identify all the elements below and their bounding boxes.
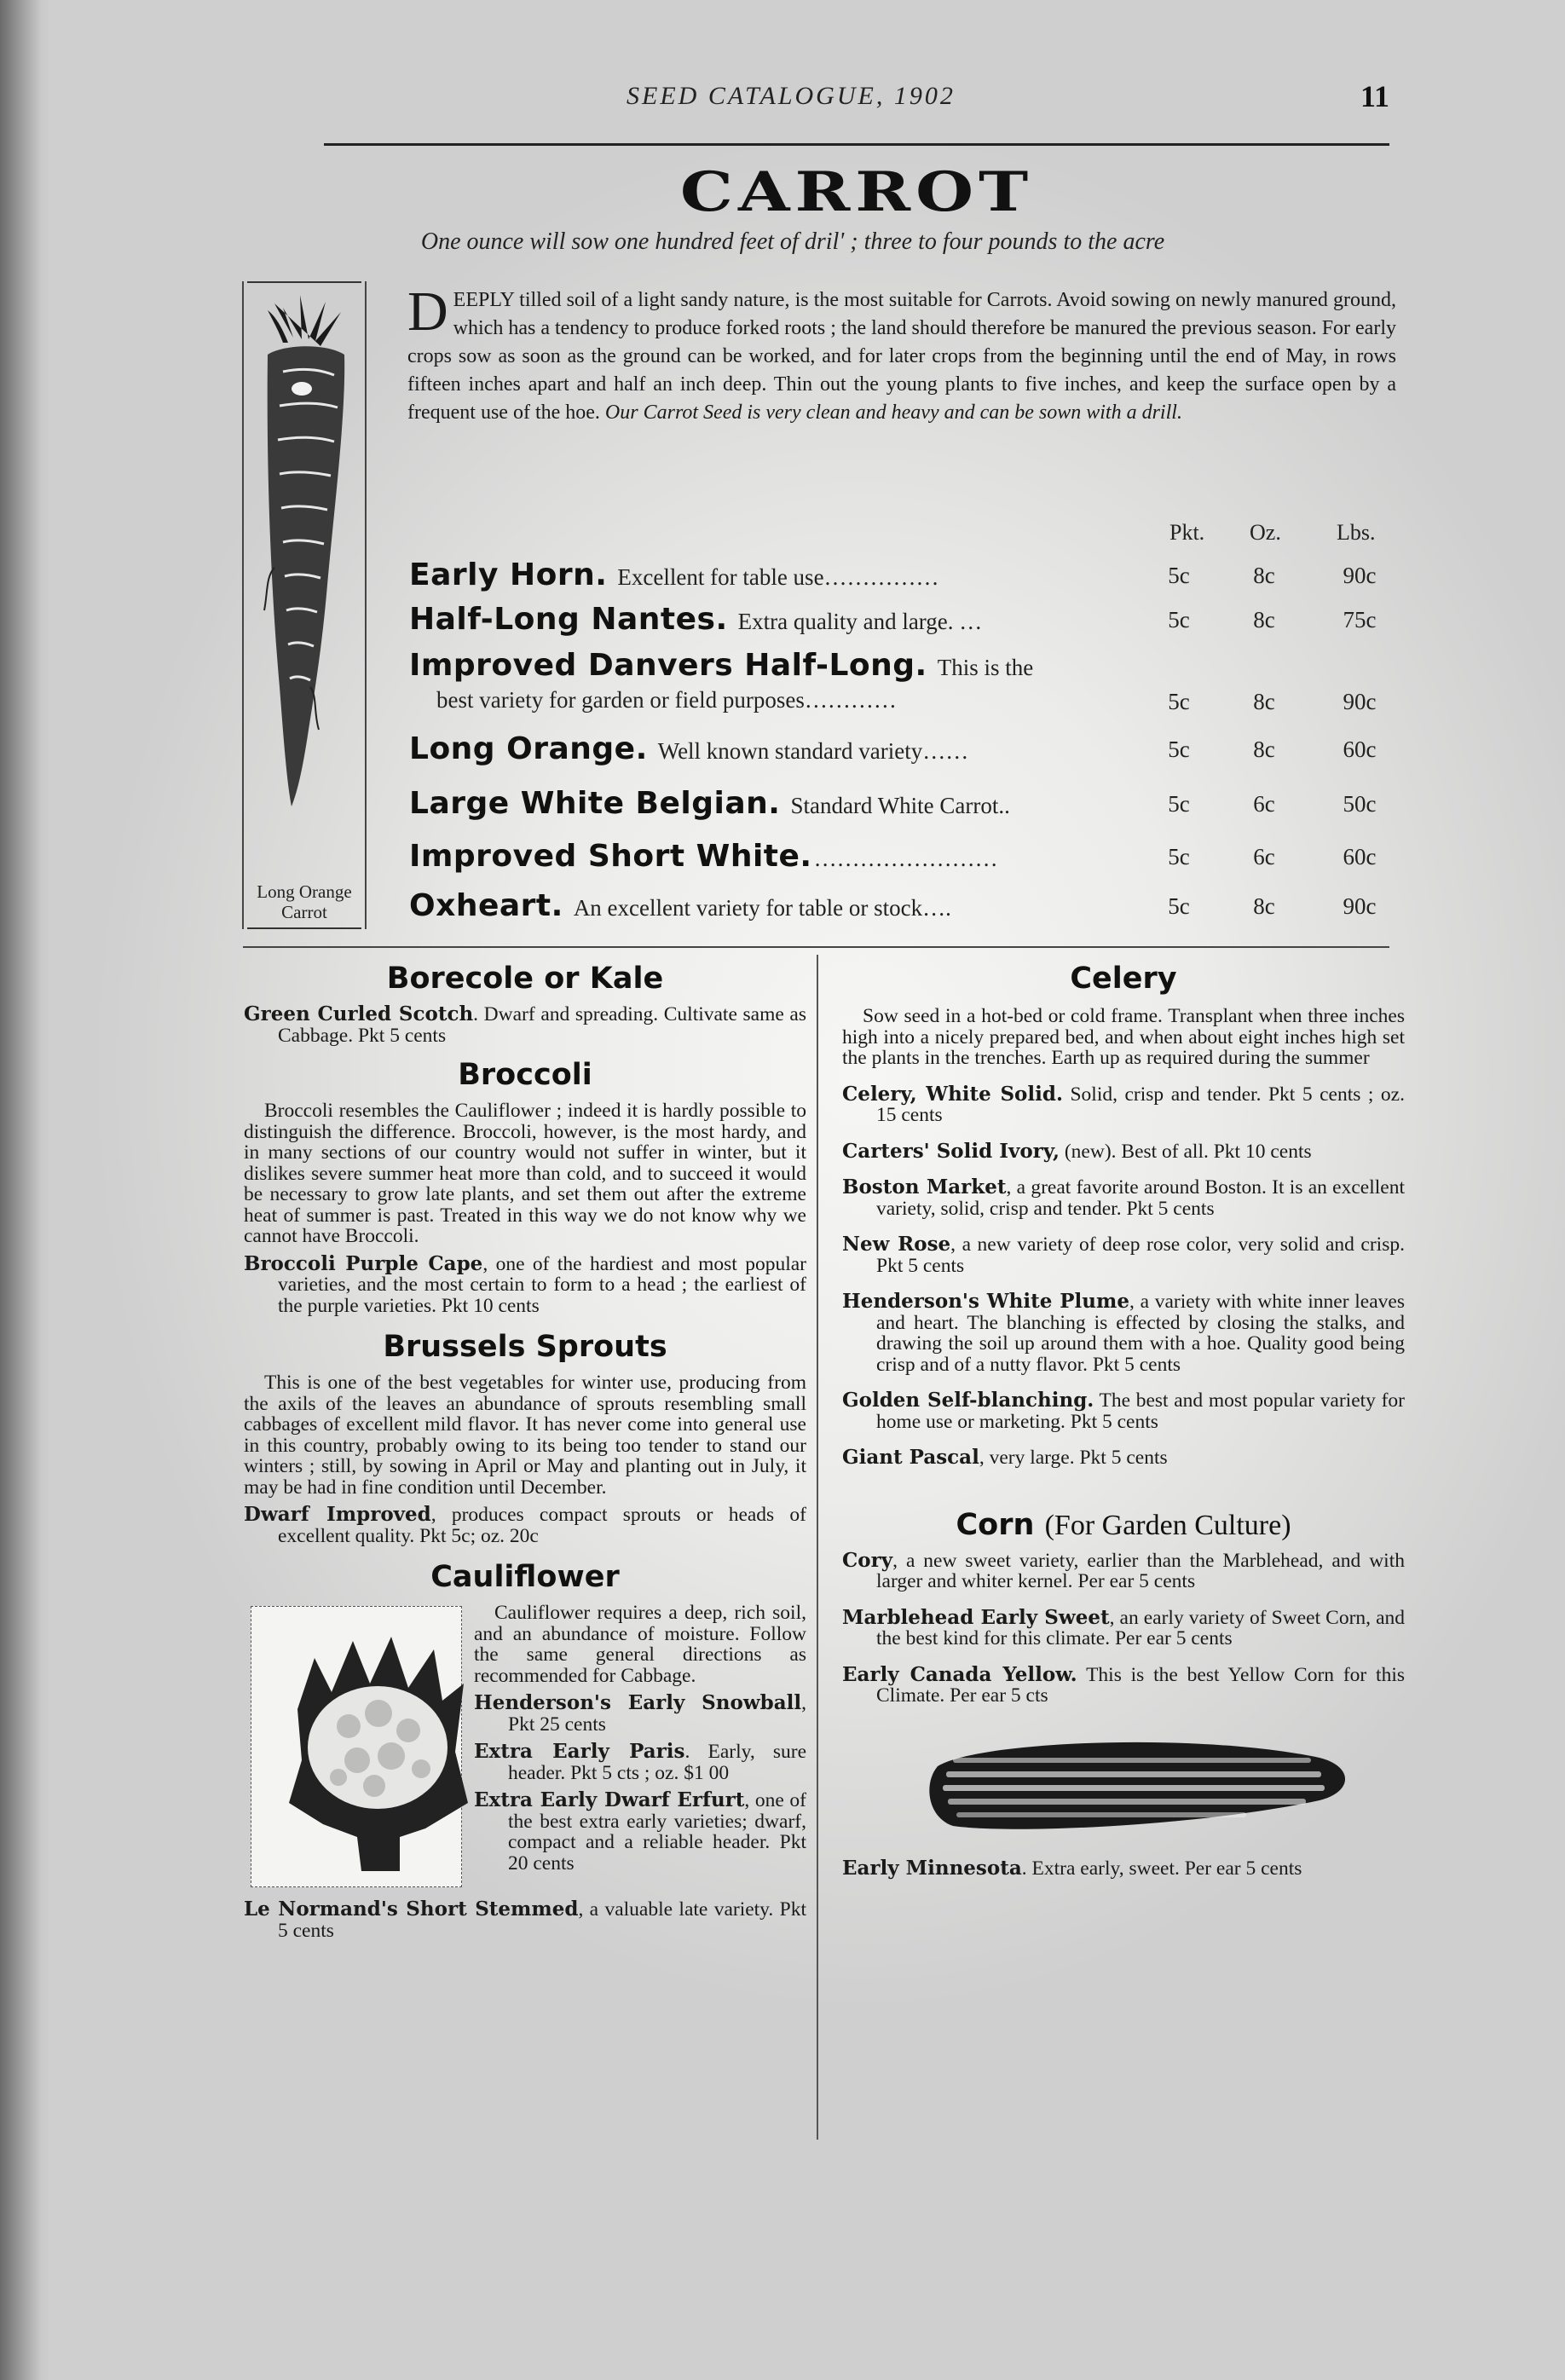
section-title-celery: Celery — [1070, 962, 1177, 996]
caption-line-2: Carrot — [281, 902, 327, 922]
item-text: , an early variety of Sweet Corn, and the best kind for this climate. Per ear 5 cents — [876, 1606, 1405, 1649]
price-lbs: 90c — [1343, 563, 1377, 588]
list-item — [474, 1742, 806, 1783]
cauliflower-block — [244, 1603, 806, 1941]
item-text: , a new sweet variety, earlier than the Marblehead, and with larger and whiter kernel. Per ear 5 cents — [876, 1549, 1405, 1592]
price-oz: 8c — [1253, 689, 1275, 714]
price-lbs: 60c — [1343, 737, 1377, 762]
carrot-subtitle: One ounce will sow one hundred feet of dril' ; three to four pounds to the acre — [420, 228, 1165, 255]
section-title-kale: Borecole or Kale — [386, 962, 664, 996]
carrot-illustration — [242, 281, 367, 929]
item-text: , one of the hardiest and most popular varieties, and the most certain to form to a head ; the earliest of the purple varieties. Pkt 10 cents — [278, 1252, 807, 1317]
variety-row — [409, 648, 1398, 730]
item-text: The best and most popular variety for home use or marketing. Pkt 5 cents — [876, 1389, 1405, 1433]
item-name: New Rose — [842, 1233, 951, 1256]
list-item — [842, 1858, 1405, 1880]
illustration-caption — [244, 881, 365, 922]
list-item — [842, 1390, 1405, 1432]
list-item — [842, 1177, 1405, 1219]
section-title-cauliflower: Cauliflower — [430, 1560, 620, 1594]
list-item — [842, 1084, 1405, 1126]
variety-name: Early Horn. — [409, 557, 608, 592]
item-text: . Extra early, sweet. Per ear 5 cents — [1021, 1857, 1302, 1880]
variety-row — [409, 557, 1398, 600]
price-oz: 8c — [1253, 607, 1275, 633]
price-oz: 6c — [1253, 791, 1275, 817]
cauliflower-illustration — [251, 1606, 462, 1887]
cauliflower-icon — [272, 1607, 482, 1886]
corn-illustration — [842, 1715, 1405, 1851]
celery-intro: Sow seed in a hot-bed or cold frame. Transplant when three inches high into a nicely prepared bed, and when about eight inches high set the plants in the trenches. Earth up as required during the summer — [842, 1005, 1405, 1069]
list-item — [244, 1004, 806, 1046]
list-item — [842, 1662, 1405, 1707]
price-pkt: 5c — [1168, 893, 1190, 919]
list-item — [244, 1505, 806, 1546]
price-pkt: 5c — [1168, 844, 1190, 869]
price-header-lbs: Lbs. — [1337, 520, 1376, 545]
list-item — [842, 1291, 1405, 1375]
right-column — [842, 962, 1405, 1879]
list-item — [244, 1251, 807, 1317]
left-column — [244, 962, 806, 1941]
price-pkt: 5c — [1168, 563, 1190, 588]
item-text: , one of the best extra early varieties; dwarf, compact and a reliable header. Pkt 20 cents — [508, 1789, 806, 1875]
list-item — [244, 1899, 806, 1941]
variety-desc: Well known standard variety…… — [657, 738, 969, 764]
brussels-intro: This is one of the best vegetables for winter use, producing from the axils of the leaves an abundance of sprouts resembling small cabbages of excellent mild flavor. It has never come into general use in this country, probably owing to its being too tender to stand our winters ; still, by sowing in April or May and planting out in July, it may be had in fine condition until December. — [244, 1372, 806, 1499]
carrot-icon — [249, 286, 360, 832]
list-item — [842, 1234, 1405, 1276]
price-lbs: 90c — [1343, 689, 1377, 714]
column-separator — [817, 955, 818, 2140]
item-name: Marblehead Early Sweet — [842, 1605, 1110, 1629]
item-name: Cory — [842, 1548, 893, 1572]
item-name: Celery, White Solid. — [842, 1082, 1063, 1106]
section-title-carrot: CARROT — [679, 160, 1034, 224]
price-oz: 8c — [1253, 563, 1275, 588]
variety-desc: Standard White Carrot.. — [790, 793, 1010, 818]
variety-name: Large White Belgian. — [409, 786, 781, 821]
variety-desc: Extra quality and large. … — [737, 609, 983, 634]
item-name: Early Minnesota — [842, 1856, 1022, 1880]
item-name: Extra Early Dwarf Erfurt — [474, 1788, 745, 1811]
item-name: Green Curled Scotch — [244, 1002, 474, 1025]
price-lbs: 90c — [1343, 893, 1377, 919]
variety-name: Oxheart. — [409, 888, 563, 923]
price-oz: 8c — [1253, 737, 1275, 762]
list-item — [474, 1790, 806, 1874]
variety-desc: …………………… — [813, 846, 998, 871]
variety-name: Improved Danvers Half-Long. — [409, 648, 927, 683]
variety-row — [409, 888, 1398, 931]
price-pkt: 5c — [1168, 689, 1190, 714]
variety-name: Long Orange. — [409, 731, 648, 766]
price-oz: 6c — [1253, 844, 1275, 869]
item-text: Solid, crisp and tender. Pkt 5 cents ; oz. 15 cents — [876, 1083, 1405, 1126]
list-item — [842, 1548, 1405, 1592]
header-rule — [324, 143, 1389, 146]
variety-desc: This is the — [937, 655, 1034, 680]
item-name: Early Canada Yellow. — [842, 1662, 1077, 1686]
list-item — [842, 1447, 1405, 1469]
price-header-oz: Oz. — [1250, 520, 1281, 545]
caption-line-1: Long Orange — [257, 881, 352, 902]
corn-title: Corn — [956, 1507, 1035, 1542]
item-text: This is the best Yellow Corn for this Climate. Per ear 5 cts — [876, 1663, 1405, 1707]
price-header-pkt: Pkt. — [1169, 520, 1205, 545]
list-item — [842, 1605, 1405, 1649]
price-lbs: 60c — [1343, 844, 1377, 869]
price-pkt: 5c — [1168, 737, 1190, 762]
price-oz: 8c — [1253, 893, 1275, 919]
book-spine-shadow — [0, 0, 51, 2380]
variety-row — [409, 602, 1398, 644]
section-title-broccoli: Broccoli — [458, 1058, 592, 1092]
item-name: Dwarf Improved — [244, 1503, 431, 1526]
intro-text: EEPLY tilled soil of a light sandy nature, is the most suitable for Carrots. Avoid sowing on newly manured ground, which has a tendency to produce forked roots ; the land should therefore be manured the previous season. For early crops sow as soon as the ground can be worked, and for later crops from the beginning until the end of May, in rows fifteen inches apart and half an inch deep. Thin out the young plants to five inches, and keep the surface open by a frequent use of the hoe. — [407, 289, 1396, 424]
item-text: , a variety with white inner leaves and heart. The blanching is effected by closing the stalks, and drawing the soil up around them with a hoe. Quality good being crisp and of a nutty flavor. Pkt 5 cents — [876, 1291, 1405, 1376]
item-name: Carters' Solid Ivory, — [842, 1139, 1060, 1163]
section-title-corn — [842, 1508, 1405, 1542]
item-name: Henderson's White Plume — [842, 1290, 1129, 1313]
variety-name: Half-Long Nantes. — [409, 602, 728, 637]
price-pkt: 5c — [1168, 791, 1190, 817]
item-name: Golden Self-blanching. — [842, 1389, 1094, 1412]
drop-cap: D — [407, 280, 448, 343]
running-title: SEED CATALOGUE, 1902 — [627, 82, 956, 110]
corn-ear-icon — [842, 1715, 1405, 1851]
item-name: Broccoli Purple Cape — [244, 1251, 483, 1275]
variety-row — [409, 839, 1398, 881]
cauliflower-intro-start — [244, 1603, 806, 1686]
item-text: . Dwarf and spreading. Cultivate same as Cabbage. Pkt 5 cents — [278, 1003, 806, 1047]
variety-row — [409, 786, 1398, 829]
item-name: Henderson's Early Snowball — [474, 1691, 802, 1714]
item-name: Giant Pascal — [842, 1446, 979, 1469]
item-text: , produces compact sprouts or heads of excellent quality. Pkt 5c; oz. 20c — [278, 1504, 807, 1547]
item-text: (new). Best of all. Pkt 10 cents — [1059, 1140, 1312, 1163]
variety-name: Improved Short White. — [409, 839, 812, 874]
price-lbs: 50c — [1343, 791, 1377, 817]
item-name: Le Normand's Short Stemmed — [244, 1898, 579, 1921]
section-title-brussels-sprouts: Brussels Sprouts — [383, 1330, 667, 1364]
page-header — [324, 79, 1389, 119]
item-text: , Pkt 25 cents — [508, 1692, 806, 1736]
variety-desc-continued: best variety for garden or field purposes………… — [436, 687, 897, 713]
carrot-intro-paragraph — [407, 280, 1396, 427]
item-name: Boston Market — [842, 1176, 1007, 1199]
item-name: Extra Early Paris — [474, 1740, 685, 1763]
broccoli-intro: Broccoli resembles the Cauliflower ; indeed it is hardly possible to distinguish the difference. Broccoli, however, is the most hardy, and in many sections of our country would not suffer in winter, but it dislikes severe summer heat more than cold, and to succeed it would be necessary to grow late plants, and set them out after the extreme heat of summer is past. Treated in this way we do not know why we cannot have Broccoli. — [244, 1100, 806, 1247]
price-lbs: 75c — [1343, 607, 1377, 633]
variety-desc: Excellent for table use…………… — [617, 564, 939, 590]
item-text: , a new variety of deep rose color, very solid and crisp. Pkt 5 cents — [876, 1233, 1405, 1277]
variety-desc: An excellent variety for table or stock…. — [573, 895, 951, 921]
variety-row — [409, 731, 1398, 774]
page-number: 11 — [1360, 79, 1389, 113]
item-text: , a great favorite around Boston. It is an excellent variety, solid, crisp and tender. Pkt 5 cents — [876, 1176, 1405, 1220]
list-item — [842, 1141, 1405, 1163]
cauliflower-intro: Cauliflower requires a deep, rich soil, and an abundance of moisture. Follow the same general directions as recommended for Cabbage. — [474, 1602, 806, 1687]
price-pkt: 5c — [1168, 607, 1190, 633]
item-text: . Early, sure header. Pkt 5 cts ; oz. $1 00 — [508, 1741, 806, 1784]
corn-subtitle: (For Garden Culture) — [1044, 1509, 1291, 1541]
section-divider — [243, 946, 1389, 948]
intro-italic-note: Our Carrot Seed is very clean and heavy and can be sown with a drill. — [604, 401, 1182, 424]
item-text: , a valuable late variety. Pkt 5 cents — [278, 1898, 806, 1942]
item-text: , very large. Pkt 5 cents — [979, 1447, 1168, 1469]
list-item — [474, 1693, 806, 1735]
